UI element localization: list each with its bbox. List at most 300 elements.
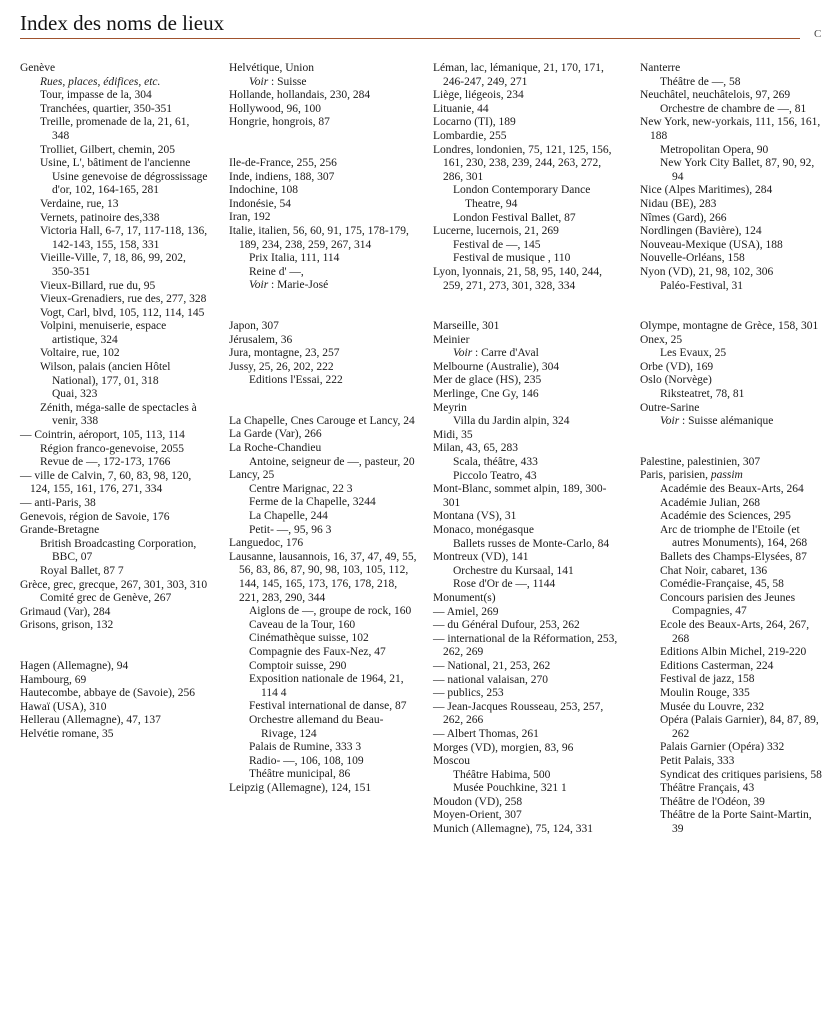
- entry-text: Genevois, région de Savoie, 176: [20, 510, 170, 523]
- entry-text: Académie Julian, 268: [660, 496, 760, 509]
- entry-text: Morges (VD), morgien, 83, 96: [433, 741, 574, 754]
- index-entry: [433, 429, 623, 443]
- index-entry: [20, 511, 208, 525]
- index-entry: [640, 225, 826, 239]
- index-entry: [433, 619, 623, 633]
- index-subentry: [640, 619, 826, 646]
- index-subentry: [20, 320, 208, 347]
- entry-text: Editions Casterman, 224: [660, 659, 774, 672]
- page-title: Index des noms de lieux: [20, 11, 225, 35]
- entry-text: Indochine, 108: [229, 184, 298, 197]
- index-column-1: [20, 62, 208, 742]
- entry-text: Nice (Alpes Maritimes), 284: [640, 184, 773, 197]
- index-subentry: [640, 103, 826, 117]
- entry-text: Grande-Bretagne: [20, 524, 100, 537]
- entry-text: Genève: [20, 62, 56, 74]
- index-subentry: [229, 741, 417, 755]
- entry-text: Voltaire, rue, 102: [40, 347, 120, 360]
- entry-text: Comité grec de Genève, 267: [40, 592, 172, 605]
- entry-text: Olympe, montagne de Grèce, 158, 301: [640, 320, 819, 333]
- entry-text: Théâtre Français, 43: [660, 782, 755, 795]
- index-entry: [433, 144, 623, 185]
- index-subentry: [20, 252, 208, 279]
- index-subentry: [640, 524, 826, 551]
- entry-text: Marseille, 301: [433, 320, 500, 333]
- entry-text: Festival de jazz, 158: [660, 673, 755, 686]
- entry-text: Théâtre municipal, 86: [249, 768, 351, 781]
- entry-text: Léman, lac, lémanique, 21, 170, 171, 246-247, 249, 271: [433, 62, 604, 88]
- entry-text: Hawaï (USA), 310: [20, 700, 107, 713]
- index-entry: [640, 334, 826, 348]
- entry-text: — national valaisan, 270: [433, 673, 548, 686]
- entry-text: Iran, 192: [229, 211, 271, 224]
- index-subentry: [20, 402, 208, 429]
- entry-text: Grimaud (Var), 284: [20, 605, 111, 618]
- index-subentry: [640, 497, 826, 511]
- entry-text: Petit Palais, 333: [660, 754, 735, 767]
- entry-text: Arc de triomphe de l'Etoile (et autres Monuments), 164, 268: [660, 523, 808, 550]
- entry-text: Helvétique, Union: [229, 62, 314, 74]
- index-subentry: [229, 483, 417, 497]
- index-entry: [433, 796, 623, 810]
- index-entry: [640, 374, 826, 388]
- index-subentry: [433, 769, 623, 783]
- entry-text: — ville de Calvin, 7, 60, 83, 98, 120, 124, 155, 161, 176, 271, 334: [20, 469, 192, 496]
- index-subentry: [640, 483, 826, 497]
- index-subentry: [640, 809, 826, 836]
- entry-text: Montreux (VD), 141: [433, 551, 529, 564]
- entry-text: Moulin Rouge, 335: [660, 686, 750, 699]
- entry-text: Scala, théâtre, 433: [453, 456, 538, 469]
- entry-text: Hautecombe, abbaye de (Savoie), 256: [20, 687, 195, 700]
- entry-text: Hollywood, 96, 100: [229, 102, 321, 115]
- entry-text: Moscou: [433, 755, 471, 768]
- index-subentry: [433, 415, 623, 429]
- index-subentry: [433, 347, 623, 361]
- entry-text: Hongrie, hongrois, 87: [229, 116, 330, 129]
- index-subentry: [20, 456, 208, 470]
- index-entry: [20, 687, 208, 701]
- index-subentry: [640, 592, 826, 619]
- section-gap: [640, 293, 826, 320]
- entry-text: Académie des Sciences, 295: [660, 510, 791, 523]
- entry-reference: : Suisse alémanique: [679, 415, 774, 428]
- entry-text: La Chapelle, Cnes Carouge et Lancy, 24: [229, 414, 415, 427]
- entry-text: Vogt, Carl, blvd, 105, 112, 114, 145: [40, 306, 205, 319]
- entry-text: Londres, londonien, 75, 121, 125, 156, 161, 230, 238, 239, 244, 263, 272, 286, 301: [433, 143, 612, 183]
- index-subentry: [640, 714, 826, 741]
- index-subentry: [640, 565, 826, 579]
- index-entry: [433, 755, 623, 769]
- index-subentry: [229, 768, 417, 782]
- entry-text: Orbe (VD), 169: [640, 360, 714, 373]
- index-subentry: [640, 769, 826, 783]
- index-subentry: [20, 103, 208, 117]
- index-entry: [640, 252, 826, 266]
- index-entry: [229, 184, 417, 198]
- index-subentry: [229, 510, 417, 524]
- entry-text: Lombardie, 255: [433, 129, 507, 142]
- index-subentry: [433, 252, 623, 266]
- index-entry: [640, 402, 826, 416]
- index-subentry: [640, 157, 826, 184]
- entry-text: Comptoir suisse, 290: [249, 659, 347, 672]
- index-subentry: [229, 714, 417, 741]
- index-subentry: [20, 144, 208, 158]
- index-subentry: [229, 279, 417, 293]
- index-entry: [229, 537, 417, 551]
- index-subentry: [20, 361, 208, 388]
- index-subentry: [229, 660, 417, 674]
- entry-text: Leipzig (Allemagne), 124, 151: [229, 781, 372, 794]
- index-entry: [433, 116, 623, 130]
- entry-text: Milan, 43, 65, 283: [433, 442, 518, 455]
- index-entry: [433, 130, 623, 144]
- index-subentry: [229, 755, 417, 769]
- entry-text: Syndicat des critiques parisiens, 58: [660, 768, 822, 781]
- entry-text: Voir: [249, 279, 269, 292]
- index-subentry: [640, 796, 826, 810]
- entry-text: Chat Noir, cabaret, 136: [660, 564, 768, 577]
- index-subentry: [229, 456, 417, 470]
- index-entry: [433, 551, 623, 565]
- index-subentry: [20, 157, 208, 198]
- entry-text: Merlinge, Cne Gy, 146: [433, 388, 539, 401]
- index-subentry: [20, 443, 208, 457]
- index-entry: [433, 442, 623, 456]
- entry-text: Hollande, hollandais, 230, 284: [229, 89, 371, 102]
- index-subentry: [20, 198, 208, 212]
- entry-text: Riksteatret, 78, 81: [660, 388, 745, 401]
- index-entry: [229, 782, 417, 796]
- section-gap: [229, 388, 417, 415]
- entry-text: Palestine, palestinien, 307: [640, 455, 761, 468]
- index-entry: [229, 171, 417, 185]
- entry-text: Vieux-Billard, rue du, 95: [40, 279, 156, 292]
- entry-text: Locarno (TI), 189: [433, 116, 516, 129]
- entry-text: — National, 21, 253, 262: [433, 659, 551, 672]
- index-subentry: [20, 225, 208, 252]
- index-entry: [433, 660, 623, 674]
- entry-text: Ballets russes de Monte-Carlo, 84: [453, 537, 610, 550]
- index-entry: [433, 809, 623, 823]
- entry-text: Vernets, patinoire des,338: [40, 211, 160, 224]
- entry-text: Lausanne, lausannois, 16, 37, 47, 49, 55, 56, 83, 86, 87, 90, 98, 103, 105, 112, 144, 145, 165, 173, 176, 178, 218, 221, 283, 290, 344: [229, 550, 417, 604]
- entry-text: Munich (Allemagne), 75, 124, 331: [433, 823, 594, 836]
- entry-text: Revue de —, 172-173, 1766: [40, 456, 171, 469]
- index-entry: [433, 674, 623, 688]
- index-entry: [433, 742, 623, 756]
- entry-text: La Roche-Chandieu: [229, 442, 322, 455]
- entry-text: Nîmes (Gard), 266: [640, 211, 727, 224]
- index-column-2: [229, 62, 417, 796]
- index-subentry: [229, 700, 417, 714]
- entry-text: Japon, 307: [229, 319, 279, 332]
- entry-text: — international de la Réformation, 253, 262, 269: [433, 632, 618, 659]
- entry-text: Compagnie des Faux-Nez, 47: [249, 645, 386, 658]
- index-subentry: [640, 578, 826, 592]
- entry-text: Grèce, grec, grecque, 267, 301, 303, 310: [20, 578, 208, 591]
- index-subentry: [229, 76, 417, 90]
- entry-text: Ecole des Beaux-Arts, 264, 267, 268: [660, 618, 810, 645]
- index-entry: [20, 701, 208, 715]
- entry-text: Neuchâtel, neuchâtelois, 97, 269: [640, 89, 791, 102]
- entry-text: Mont-Blanc, sommet alpin, 189, 300-301: [433, 483, 607, 509]
- index-subentry: [640, 741, 826, 755]
- index-entry: [433, 320, 623, 334]
- entry-text: Trolliet, Gilbert, chemin, 205: [40, 143, 176, 156]
- entry-text: La Garde (Var), 266: [229, 428, 322, 441]
- index-entry: [640, 320, 826, 334]
- entry-text: Nidau (BE), 283: [640, 197, 717, 210]
- index-entry: [640, 456, 826, 470]
- index-entry: [433, 388, 623, 402]
- entry-text: Hambourg, 69: [20, 673, 87, 686]
- entry-text: Zénith, méga-salle de spectacles à venir, 338: [40, 401, 197, 428]
- index-subentry: [640, 280, 826, 294]
- index-entry: [433, 823, 623, 837]
- index-entry: [229, 361, 417, 375]
- index-subentry: [433, 782, 623, 796]
- entry-text: Meinier: [433, 333, 470, 346]
- entry-text: Liège, liégeois, 234: [433, 89, 524, 102]
- index-entry: [229, 211, 417, 225]
- entry-text: Monument(s): [433, 591, 496, 604]
- entry-text: Lancy, 25: [229, 469, 275, 482]
- index-subentry: [640, 660, 826, 674]
- index-entry: [640, 266, 826, 280]
- index-entry: [640, 89, 826, 103]
- index-entry: [20, 728, 208, 742]
- index-entry: [20, 660, 208, 674]
- entry-text: Inde, indiens, 188, 307: [229, 170, 335, 183]
- index-entry: [640, 198, 826, 212]
- entry-text: Nordlingen (Bavière), 124: [640, 225, 762, 238]
- entry-text: Caveau de la Tour, 160: [249, 618, 356, 631]
- index-entry: [433, 225, 623, 239]
- index-entry: [20, 579, 208, 593]
- entry-text: Quai, 323: [52, 388, 98, 401]
- index-subentry: [229, 496, 417, 510]
- entry-text: Théâtre Habima, 500: [453, 768, 551, 781]
- index-subentry: [640, 144, 826, 158]
- entry-text: Théâtre de —, 58: [660, 75, 741, 88]
- index-entry: [20, 470, 208, 497]
- entry-text: — publics, 253: [433, 687, 504, 700]
- index-entry: [20, 714, 208, 728]
- index-subentry: [20, 293, 208, 307]
- index-entry: [229, 198, 417, 212]
- index-entry: [640, 116, 826, 143]
- entry-text: La Chapelle, 244: [249, 510, 328, 523]
- entry-text: — du Général Dufour, 253, 262: [433, 619, 580, 632]
- entry-text: London Contemporary Dance Theatre, 94: [453, 184, 591, 210]
- entry-text: Festival de musique , 110: [453, 252, 571, 265]
- index-entry: [229, 157, 417, 171]
- entry-text: Onex, 25: [640, 333, 683, 346]
- entry-text: — Jean-Jacques Rousseau, 253, 257, 262, 266: [433, 700, 604, 727]
- entry-text: Centre Marignac, 22 3: [249, 482, 353, 495]
- entry-reference: : Carre d'Aval: [472, 347, 539, 360]
- index-subentry: [640, 673, 826, 687]
- entry-text: Italie, italien, 56, 60, 91, 175, 178-179, 189, 234, 238, 259, 267, 314: [229, 224, 409, 251]
- entry-text: Théâtre de l'Odéon, 39: [660, 795, 765, 808]
- index-subentry: [20, 76, 208, 90]
- entry-text: Montana (VS), 31: [433, 510, 517, 523]
- index-subentry: [433, 184, 623, 211]
- index-subentry: [20, 89, 208, 103]
- entry-text: Les Evaux, 25: [660, 347, 727, 360]
- index-subentry: [20, 116, 208, 143]
- index-subentry: [433, 470, 623, 484]
- section-gap: [433, 293, 623, 320]
- index-subentry: [229, 374, 417, 388]
- entry-text: British Broadcasting Corporation, BBC, 07: [40, 537, 197, 564]
- index-entry: [433, 606, 623, 620]
- entry-text: New York, new-yorkais, 111, 156, 161, 188: [640, 116, 821, 142]
- index-subentry: [640, 347, 826, 361]
- entry-text: Midi, 35: [433, 428, 473, 441]
- entry-text: Treille, promenade de la, 21, 61, 348: [40, 116, 190, 142]
- index-subentry: [640, 701, 826, 715]
- index-entry: [433, 361, 623, 375]
- header-rule: [20, 38, 800, 39]
- entry-text: Nanterre: [640, 62, 681, 74]
- entry-text: Lucerne, lucernois, 21, 269: [433, 225, 559, 238]
- entry-text: Jura, montagne, 23, 257: [229, 347, 340, 360]
- index-entry: [433, 103, 623, 117]
- entry-text: Musée Pouchkine, 321 1: [453, 782, 567, 795]
- index-subentry: [640, 551, 826, 565]
- index-subentry: [640, 646, 826, 660]
- entry-text: Melbourne (Australie), 304: [433, 360, 560, 373]
- entry-text: Festival international de danse, 87: [249, 700, 407, 713]
- entry-text: Musée du Louvre, 232: [660, 700, 765, 713]
- index-subentry: [229, 619, 417, 633]
- index-subentry: [640, 76, 826, 90]
- index-entry: [640, 212, 826, 226]
- section-gap: [229, 293, 417, 320]
- entry-text: — anti-Paris, 38: [20, 497, 96, 509]
- index-subentry: [20, 538, 208, 565]
- entry-text: Volpini, menuiserie, espace artistique, 324: [40, 320, 167, 346]
- index-subentry: [229, 646, 417, 660]
- index-subentry: [229, 266, 417, 280]
- entry-text: Indonésie, 54: [229, 197, 291, 210]
- entry-text: Voir: [249, 75, 269, 88]
- entry-text: Ballets des Champs-Elysées, 87: [660, 551, 807, 563]
- entry-text: Oslo (Norvège): [640, 374, 712, 387]
- index-entry: [433, 62, 623, 89]
- entry-text: Meyrin: [433, 401, 467, 414]
- entry-text: Wilson, palais (ancien Hôtel National), 177, 01, 318: [40, 361, 171, 387]
- index-subentry: [20, 565, 208, 579]
- entry-text: Mer de glace (HS), 235: [433, 374, 542, 387]
- entry-text: Hagen (Allemagne), 94: [20, 659, 129, 672]
- index-subentry: [20, 347, 208, 361]
- index-entry: [229, 116, 417, 130]
- entry-text: Piccolo Teatro, 43: [453, 469, 537, 482]
- entry-text: Comédie-Française, 45, 58: [660, 578, 784, 591]
- entry-text: Helvétie romane, 35: [20, 727, 114, 740]
- index-entry: [20, 619, 208, 633]
- entry-text: Verdaine, rue, 13: [40, 197, 119, 210]
- entry-text: Languedoc, 176: [229, 537, 304, 550]
- index-entry: [20, 674, 208, 688]
- index-entry: [433, 701, 623, 728]
- entry-text: Hellerau (Allemagne), 47, 137: [20, 714, 161, 727]
- entry-text: Concours parisien des Jeunes Compagnies, 47: [660, 591, 796, 618]
- corner-mark: C: [814, 28, 822, 40]
- entry-text: Paléo-Festival, 31: [660, 279, 744, 292]
- index-subentry: [20, 307, 208, 321]
- entry-text: London Festival Ballet, 87: [453, 211, 576, 224]
- entry-text: Nyon (VD), 21, 98, 102, 306: [640, 265, 774, 278]
- index-entry: [20, 429, 208, 443]
- entry-text: Villa du Jardin alpin, 324: [453, 415, 570, 428]
- index-entry: [640, 184, 826, 198]
- section-gap: [229, 130, 417, 157]
- entry-reference: : Suisse: [268, 75, 307, 88]
- index-entry: [433, 728, 623, 742]
- entry-text: Festival de —, 145: [453, 238, 541, 251]
- entry-text: Rues, places, édifices, etc.: [40, 75, 161, 88]
- entry-text: Victoria Hall, 6-7, 17, 117-118, 136, 142-143, 155, 158, 331: [40, 225, 208, 251]
- index-entry: [20, 497, 208, 511]
- index-subentry: [229, 524, 417, 538]
- index-entry: [229, 320, 417, 334]
- index-entry: [433, 374, 623, 388]
- index-subentry: [640, 510, 826, 524]
- index-subentry: [20, 592, 208, 606]
- index-entry: [20, 62, 208, 76]
- index-entry: [433, 592, 623, 606]
- index-column-4: [640, 62, 826, 836]
- entry-text: Reine d' —,: [249, 265, 304, 278]
- index-subentry: [640, 687, 826, 701]
- entry-text: Académie des Beaux-Arts, 264: [660, 483, 804, 496]
- index-subentry: [433, 239, 623, 253]
- entry-text: Ferme de la Chapelle, 3244: [249, 496, 376, 509]
- index-entry: [20, 606, 208, 620]
- entry-text: Orchestre allemand du Beau-Rivage, 124: [249, 713, 384, 740]
- entry-text: Metropolitan Opera, 90: [660, 143, 769, 156]
- entry-text: Orchestre du Kursaal, 141: [453, 564, 574, 577]
- index-subentry: [640, 388, 826, 402]
- entry-text: Région franco-genevoise, 2055: [40, 442, 185, 455]
- entry-text: Lyon, lyonnais, 21, 58, 95, 140, 244, 259, 271, 273, 301, 328, 334: [433, 265, 602, 292]
- entry-text: Lituanie, 44: [433, 102, 489, 115]
- index-subentry: [229, 632, 417, 646]
- index-entry: [229, 89, 417, 103]
- section-gap: [640, 429, 826, 456]
- index-subentry: [433, 538, 623, 552]
- entry-text: Petit- —, 95, 96 3: [249, 523, 332, 536]
- entry-text: Editions Albin Michel, 219-220: [660, 646, 807, 659]
- index-subentry: [640, 415, 826, 429]
- index-entry: [229, 62, 417, 76]
- index-entry: [229, 347, 417, 361]
- entry-text: Rose d'Or de —, 1144: [453, 578, 556, 591]
- index-entry: [640, 469, 826, 483]
- entry-text: Antoine, seigneur de —, pasteur, 20: [249, 455, 415, 468]
- index-entry: [433, 334, 623, 348]
- index-subentry: [20, 212, 208, 226]
- index-subentry: [433, 456, 623, 470]
- index-entry: [229, 103, 417, 117]
- entry-text: Nouvelle-Orléans, 158: [640, 252, 745, 265]
- entry-passim: passim: [708, 469, 743, 482]
